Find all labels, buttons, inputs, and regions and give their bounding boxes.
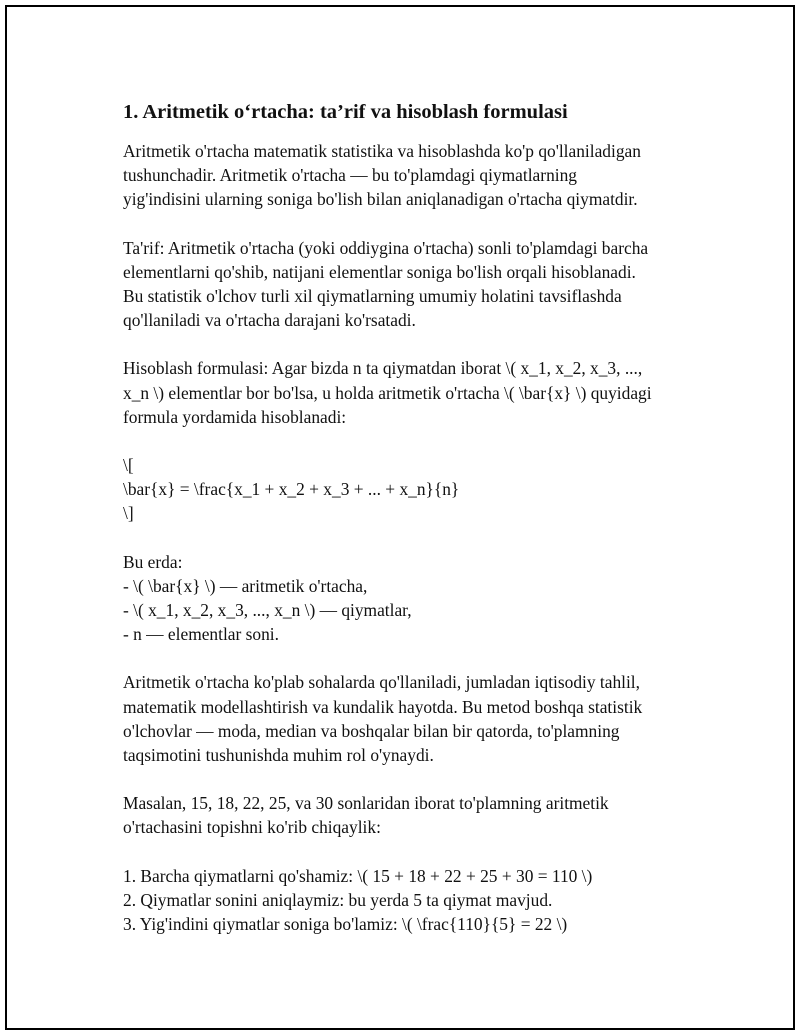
- list-item: - n — elementlar soni.: [123, 624, 279, 645]
- text-line: tushunchadir. Aritmetik o'rtacha — bu to'plamdagi qiymatlarning: [123, 165, 577, 186]
- formula-line: \bar{x} = \frac{x_1 + x_2 + x_3 + ... + x_n}{n}: [123, 479, 460, 500]
- formula-line: \]: [123, 503, 134, 524]
- text-line: x_n \) elementlar bor bo'lsa, u holda aritmetik o'rtacha \( \bar{x} \) quyidagi: [123, 382, 652, 403]
- document-body: [123, 97, 703, 960]
- text-line: Bu erda:: [123, 551, 183, 572]
- text-line: Hisoblash formulasi: Agar bizda n ta qiymatdan iborat \( x_1, x_2, x_3, ...,: [123, 358, 643, 379]
- text-line: Bu statistik o'lchov turli xil qiymatlarning umumiy holatini tavsiflashda: [123, 286, 622, 307]
- text-line: elementlarni qo'shib, natijani elementlar soniga bo'lish orqali hisoblanadi.: [123, 261, 636, 282]
- list-item: 1. Barcha qiymatlarni qo'shamiz: \( 15 + 18 + 22 + 25 + 30 = 110 \): [123, 865, 593, 886]
- paragraph-steps: [123, 864, 703, 937]
- section-heading: 1. Aritmetik o‘rtacha: ta’rif va hisoblash formulasi: [123, 101, 568, 123]
- text-line: qo'llaniladi va o'rtacha darajani ko'rsatadi.: [123, 310, 416, 331]
- paragraph-legend: [123, 550, 703, 647]
- text-line: o'lchovlar — moda, median va boshqalar bilan bir qatorda, to'plamning: [123, 720, 620, 741]
- text-line: formula yordamida hisoblanadi:: [123, 406, 347, 427]
- list-item: 3. Yig'indini qiymatlar soniga bo'lamiz: \( \frac{110}{5} = 22 \): [123, 914, 568, 935]
- paragraph-example: [123, 791, 703, 839]
- paragraph-applications: [123, 670, 703, 767]
- formula-line: \[: [123, 455, 134, 476]
- list-item: - \( \bar{x} \) — aritmetik o'rtacha,: [123, 575, 368, 596]
- text-line: Aritmetik o'rtacha matematik statistika va hisoblashda ko'p qo'llaniladigan: [123, 141, 641, 161]
- list-item: - \( x_1, x_2, x_3, ..., x_n \) — qiymatlar,: [123, 600, 412, 621]
- page-frame: [5, 5, 795, 1030]
- paragraph-formula-intro: [123, 356, 703, 429]
- text-line: Aritmetik o'rtacha ko'plab sohalarda qo'llaniladi, jumladan iqtisodiy tahlil,: [123, 672, 640, 693]
- text-line: yig'indisini ularning soniga bo'lish bilan aniqlanadigan o'rtacha qiymatdir.: [123, 189, 638, 210]
- list-item: 2. Qiymatlar sonini aniqlaymiz: bu yerda 5 ta qiymat mavjud.: [123, 889, 553, 910]
- paragraph-intro: [123, 139, 703, 212]
- text-line: Ta'rif: Aritmetik o'rtacha (yoki oddiygina o'rtacha) sonli to'plamdagi barcha: [123, 237, 649, 258]
- text-line: o'rtachasini topishni ko'rib chiqaylik:: [123, 817, 381, 838]
- text-line: Masalan, 15, 18, 22, 25, va 30 sonlaridan iborat to'plamning aritmetik: [123, 793, 609, 814]
- paragraph-definition: [123, 236, 703, 333]
- text-line: matematik modellashtirish va kundalik hayotda. Bu metod boshqa statistik: [123, 696, 643, 717]
- text-line: taqsimotini tushunishda muhim rol o'ynaydi.: [123, 745, 434, 766]
- paragraph-formula: [123, 453, 703, 526]
